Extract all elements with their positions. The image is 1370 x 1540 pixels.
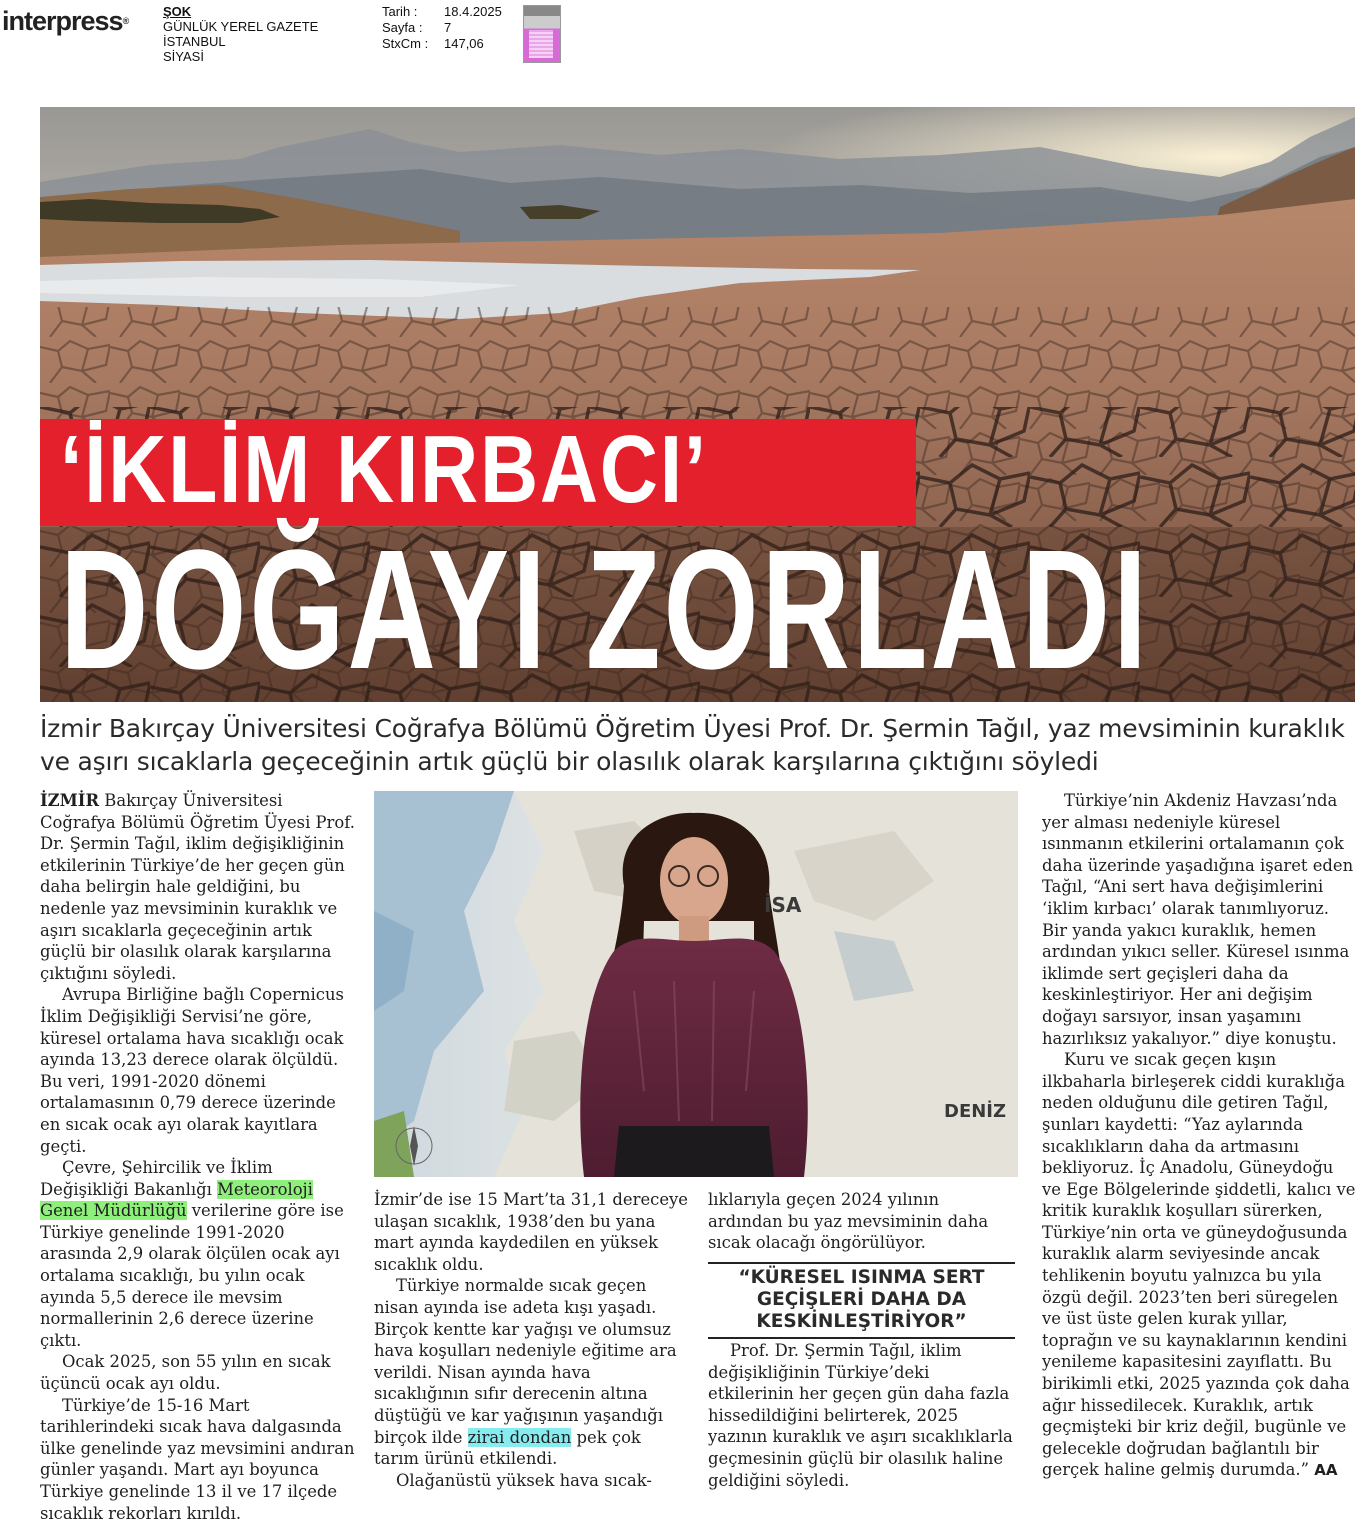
highlight-green: Meteoroloji Genel Müdürlüğü [40, 1179, 313, 1221]
paragraph: lıklarıyla geçen 2024 yılının ardından bu yaz mevsiminin daha sıcak olacağı öngörülüyor. [708, 1190, 989, 1253]
date-value: 18.4.2025 [444, 4, 502, 19]
clipping-header [0, 0, 1370, 70]
subheading: “KÜRESEL ISINMA SERT GEÇİŞLERİ DAHA DA KESKİNLEŞTİRİYOR” [708, 1262, 1015, 1339]
paragraph: Kuru ve sıcak geçen kışın ilkbaharla birleşerek ciddi kuraklığa neden olduğunu dile getiren Tağıl, şunları kaydetti: “Yaz aylarında sıcaklıkların daha da artmasını bekliyoruz. İç Anadolu, Güneydoğu ve Ege Bölgelerinde şiddetli, kalıcı ve kritik kuraklık koşulları sürerken, Türkiye’nin orta ve güneydoğusunda kuraklık alarm seviyesinde ancak tehlikenin boyutu yalnızca bu yıla özgü değil. 2023’ten beri süregelen ve üst üste gelen kurak yıllar, toprağın ve su kaynaklarının kendini yenileme kapasitesini zayıflattı. Bu birikimli etki, 2025 yazında çok daha ağır hissedilecek. Kuraklık, artık geçmişteki bir kriz değil, bugünle ve gelecekle doğrudan bağlantılı bir gerçek haline gelmiş durumda.” AA [1042, 1050, 1356, 1480]
headline-line-1: ‘İKLİM KIRBACI’ [60, 416, 708, 523]
map-label: DENİZ [944, 1101, 1007, 1122]
page-value: 7 [444, 20, 452, 35]
headline-line-2: DOĞAYI ZORLADI [60, 515, 1150, 705]
body-column-2 [374, 1189, 690, 1491]
publication-name: ŞOK [163, 4, 192, 19]
publication-info [163, 4, 318, 64]
publication-type: GÜNLÜK YEREL GAZETE [163, 19, 319, 34]
dateline: İZMİR [40, 791, 100, 810]
body-column-4 [1042, 790, 1356, 1482]
clip-meta [382, 4, 502, 52]
body-column-3-continued [708, 1340, 1018, 1491]
body-column-3 [708, 1189, 1018, 1254]
paragraph: Türkiye’de 15-16 Mart tarihlerindeki sıcak hava dalgasında ülke genelinde yaz mevsimini andıran günler yaşandı. Mart ayı boyunca Türkiye genelinde 13 il ve 17 ilçede sıcaklık rekorları kırıldı. [40, 1395, 355, 1523]
paragraph: İzmir’de ise 15 Mart’ta 31,1 dereceye ulaşan sıcaklık, 1938’den bu yana mart ayında kaydedilen en yüksek sıcaklık oldu. [374, 1190, 688, 1274]
paragraph: Çevre, Şehircilik ve İklim Değişikliği Bakanlığı Meteoroloji Genel Müdürlüğü verilerine göre ise Türkiye genelinde 1991-2020 arasında 2,9 olarak ölçülen ocak ayı ortalama sıcaklığı, bu yılın ocak ayında 5,5 derece ile mevsim normallerinin 2,6 derece üzerine çıktı. [40, 1158, 344, 1350]
interpress-logo: interpress® [2, 6, 129, 36]
page-thumbnail[interactable] [523, 5, 561, 63]
stxcm-value: 147,06 [444, 36, 484, 51]
date-label: Tarih : [382, 4, 418, 19]
publication-category: SİYASİ [163, 49, 204, 64]
paragraph: Prof. Dr. Şermin Tağıl, iklim değişikliğinin Türkiye’deki etkilerinin her geçen gün daha fazla hissedildiğini belirterek, 2025 yazının kuraklık ve aşırı sıcaklıklarla geçmesinin güçlü bir olasılık haline geldiğini söyledi. [708, 1341, 1013, 1490]
agency-signature: AA [1314, 1461, 1338, 1480]
paragraph: Olağanüstü yüksek hava sıcak- [396, 1470, 652, 1490]
map-label: İSA [764, 893, 802, 917]
page-label: Sayfa : [382, 20, 423, 35]
paragraph: Avrupa Birliğine bağlı Copernicus İklim Değişikliği Servisi’ne göre, küresel ortalama hava sıcaklığı ocak ayında 13,23 derece olarak ölçüldü. Bu veri, 1991-2020 dönemi ortalamasının 0,79 derece üzerinde en sıcak ocak ayı olarak kayıtlara geçti. [40, 985, 344, 1156]
body-column-1 [40, 790, 358, 1524]
portrait-photo-prof-sermin-tagil [374, 791, 1018, 1177]
paragraph: Ocak 2025, son 55 yılın en sıcak üçüncü ocak ayı oldu. [40, 1352, 331, 1394]
paragraph: Türkiye’nin Akdeniz Havzası’nda yer alması nedeniyle küresel ısınmanın etkilerini ortalamanın çok daha üzerinde yaşadığına işaret eden Tağıl, “Ani sert hava değişimlerini ‘iklim kırbacı’ olarak tanımlıyoruz. Bir yanda yakıcı kuraklık, hemen ardından yıkıcı seller. Küresel ısınma iklimde sert geçişleri daha da keskinleştiriyor. Her ani değişim doğayı sarsıyor, insan yaşamını hazırlıksız yakalıyor.” diye konuştu. [1042, 791, 1354, 1048]
publication-city: İSTANBUL [163, 34, 226, 49]
paragraph: İZMİR Bakırçay Üniversitesi Coğrafya Bölümü Öğretim Üyesi Prof. Dr. Şermin Tağıl, iklim değişikliğinin etkilerinin Türkiye’de her geçen gün daha belirgin hale geldiğini, bu nedenle yaz mevsiminin kuraklık ve aşırı sıcaklarla geçeceğinin artık güçlü bir olasılık olarak karşılarına çıktığını söyledi. [40, 791, 355, 983]
article-summary: İzmir Bakırçay Üniversitesi Coğrafya Bölümü Öğretim Üyesi Prof. Dr. Şermin Tağıl, yaz mevsiminin kuraklık ve aşırı sıcaklarla geçeceğinin artık güçlü bir olasılık olarak karşılarına çıktığını söyledi [40, 714, 1345, 776]
paragraph: Türkiye normalde sıcak geçen nisan ayında ise adeta kışı yaşadı. Birçok kentte kar yağışı ve olumsuz hava koşulları nedeniyle eğitime ara verildi. Nisan ayında hava sıcaklığının sıfır derecenin altına düştüğü ve kar yağışının yaşandığı birçok ilde zirai dondan pek çok tarım ürünü etkilendi. [374, 1276, 677, 1469]
stxcm-label: StxCm : [382, 36, 429, 51]
highlight-cyan: zirai dondan [467, 1427, 572, 1447]
